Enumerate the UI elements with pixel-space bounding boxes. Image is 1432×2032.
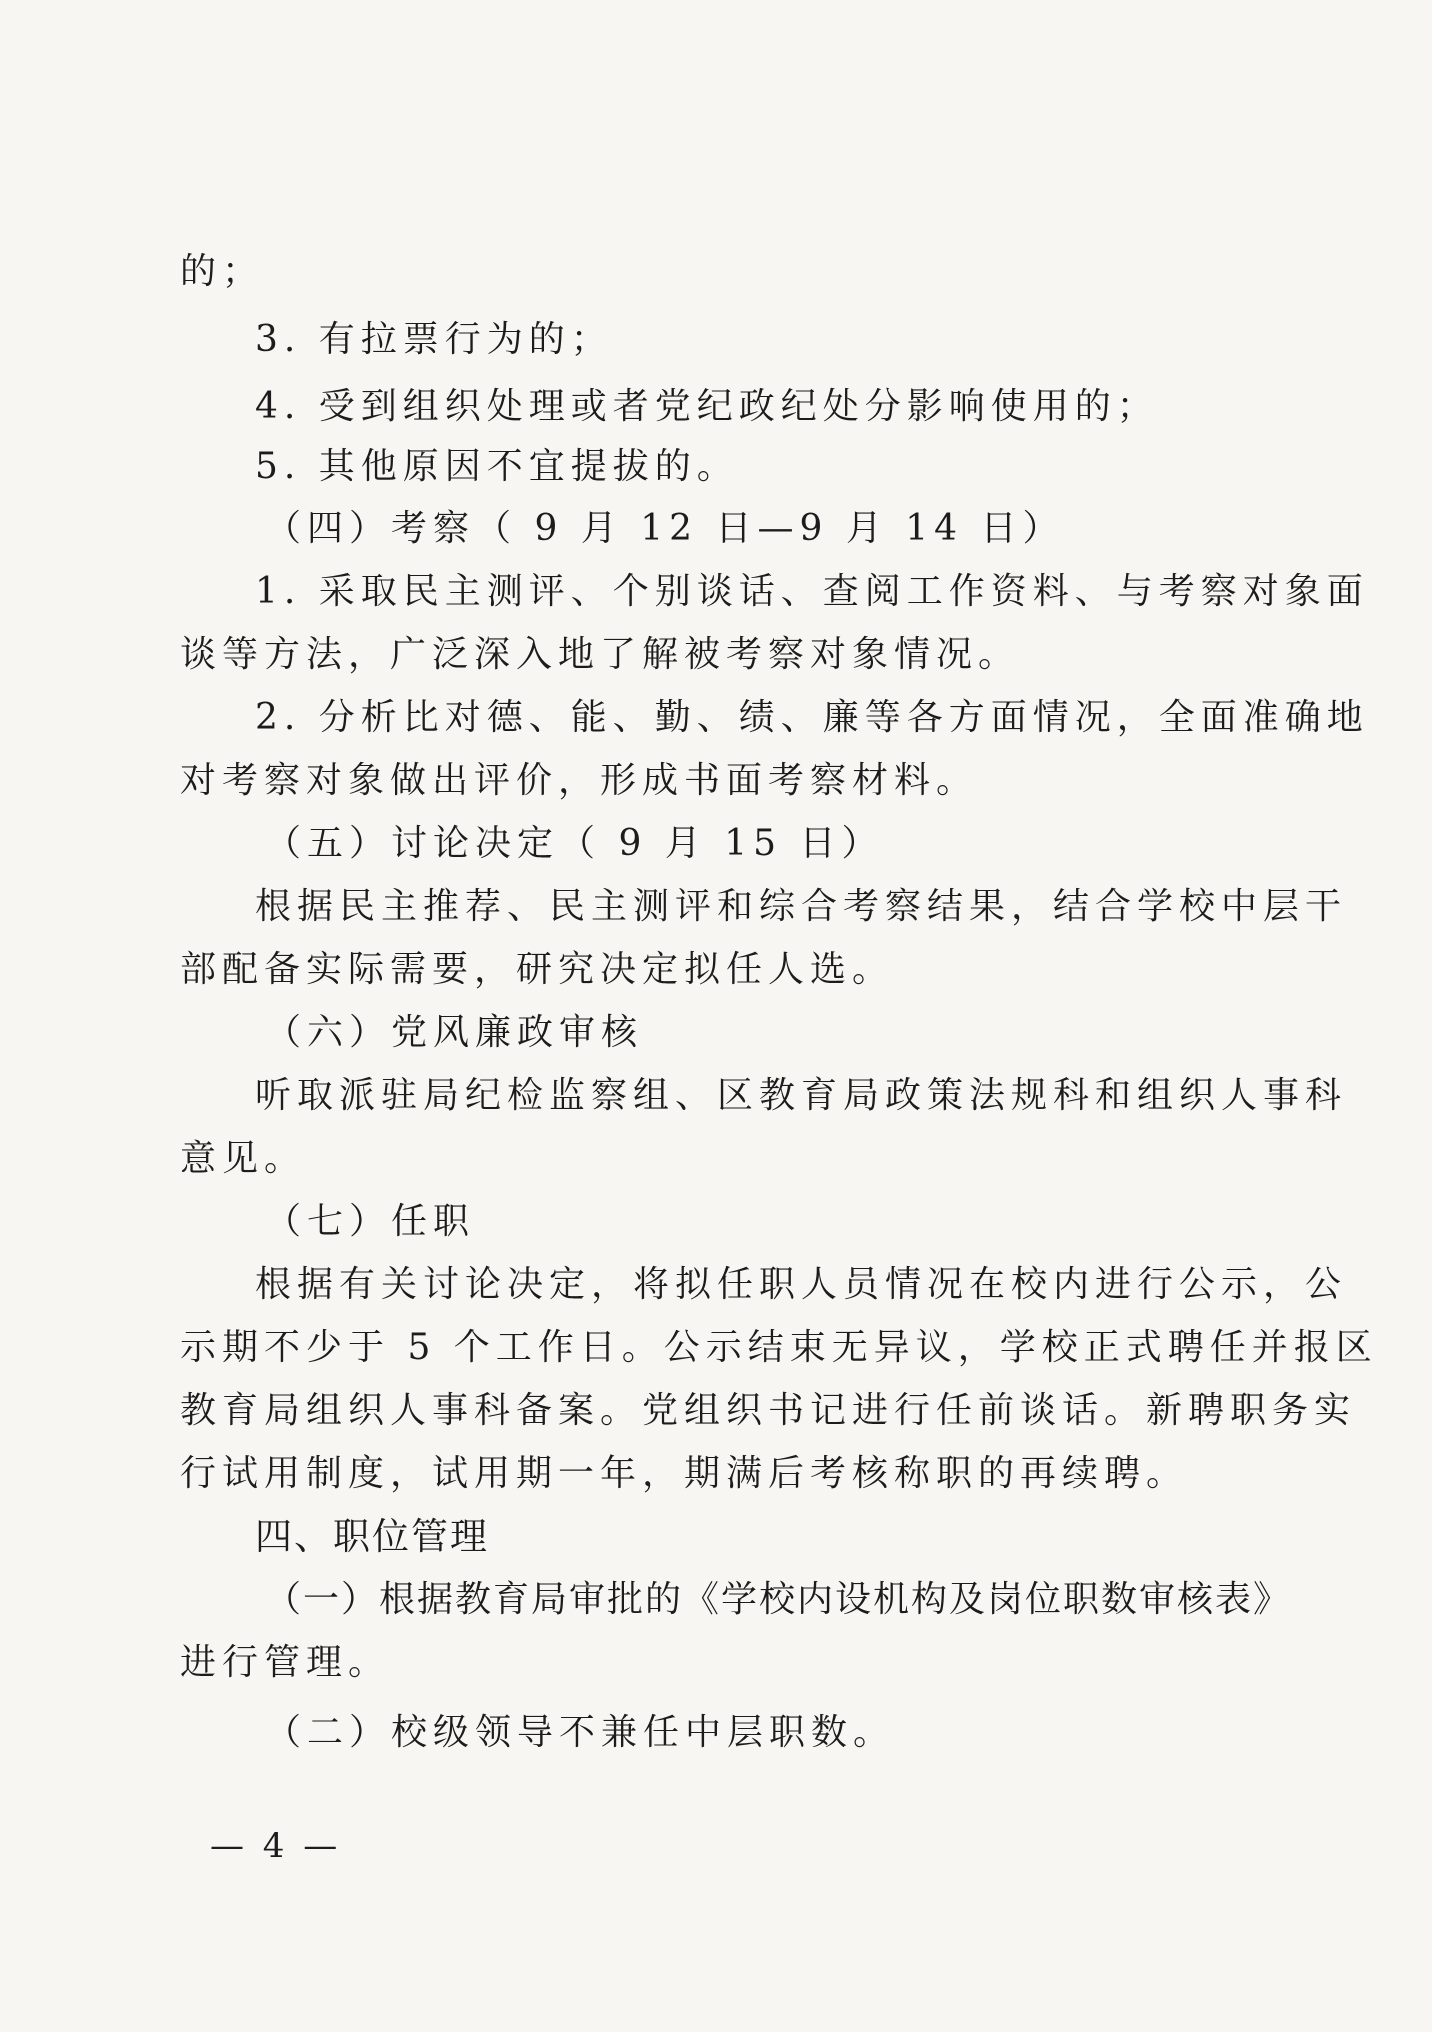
list-item: 2. 分析比对德、能、勤、绩、廉等各方面情况，全面准确地 <box>255 697 1369 738</box>
paragraph-line: 部配备实际需要，研究决定拟任人选。 <box>180 949 895 990</box>
paragraph-line: 教育局组织人事科备案。党组织书记进行任前谈话。新聘职务实 <box>180 1390 1357 1431</box>
paragraph-line: 进行管理。 <box>180 1642 391 1683</box>
chapter-heading: 四、职位管理 <box>255 1515 489 1558</box>
paragraph-line: 示期不少于 5 个工作日。公示结束无异议，学校正式聘任并报区 <box>180 1327 1378 1368</box>
section-heading: （四）考察（ 9 月 12 日—9 月 14 日） <box>265 508 1065 549</box>
page-number: — 4 — <box>210 1826 342 1866</box>
paragraph-line: 听取派驻局纪检监察组、区教育局政策法规科和组织人事科 <box>255 1075 1348 1116</box>
section-heading: （七）任职 <box>265 1201 476 1242</box>
text-line: 的； <box>180 251 265 292</box>
section-heading: （六）党风廉政审核 <box>265 1012 644 1053</box>
text-line: 对考察对象做出评价，形成书面考察材料。 <box>180 760 979 801</box>
paragraph-line: 意见。 <box>180 1138 307 1179</box>
paragraph-line: （二）校级领导不兼任中层职数。 <box>265 1712 896 1753</box>
list-item: 3. 有拉票行为的； <box>255 319 613 360</box>
paragraph-line: （一）根据教育局审批的《学校内设机构及岗位职数审核表》 <box>265 1579 1292 1620</box>
paragraph-line: 行试用制度，试用期一年，期满后考核称职的再续聘。 <box>180 1453 1189 1494</box>
list-item: 5. 其他原因不宜提拔的。 <box>255 446 739 487</box>
paragraph-line: 根据民主推荐、民主测评和综合考察结果，结合学校中层干 <box>255 886 1348 927</box>
text-line: 谈等方法，广泛深入地了解被考察对象情况。 <box>180 634 1021 675</box>
section-heading: （五）讨论决定（ 9 月 15 日） <box>265 823 884 864</box>
list-item: 1. 采取民主测评、个别谈话、查阅工作资料、与考察对象面 <box>255 571 1369 612</box>
list-item: 4. 受到组织处理或者党纪政纪处分影响使用的； <box>255 386 1159 427</box>
paragraph-line: 根据有关讨论决定，将拟任职人员情况在校内进行公示，公 <box>255 1264 1348 1305</box>
